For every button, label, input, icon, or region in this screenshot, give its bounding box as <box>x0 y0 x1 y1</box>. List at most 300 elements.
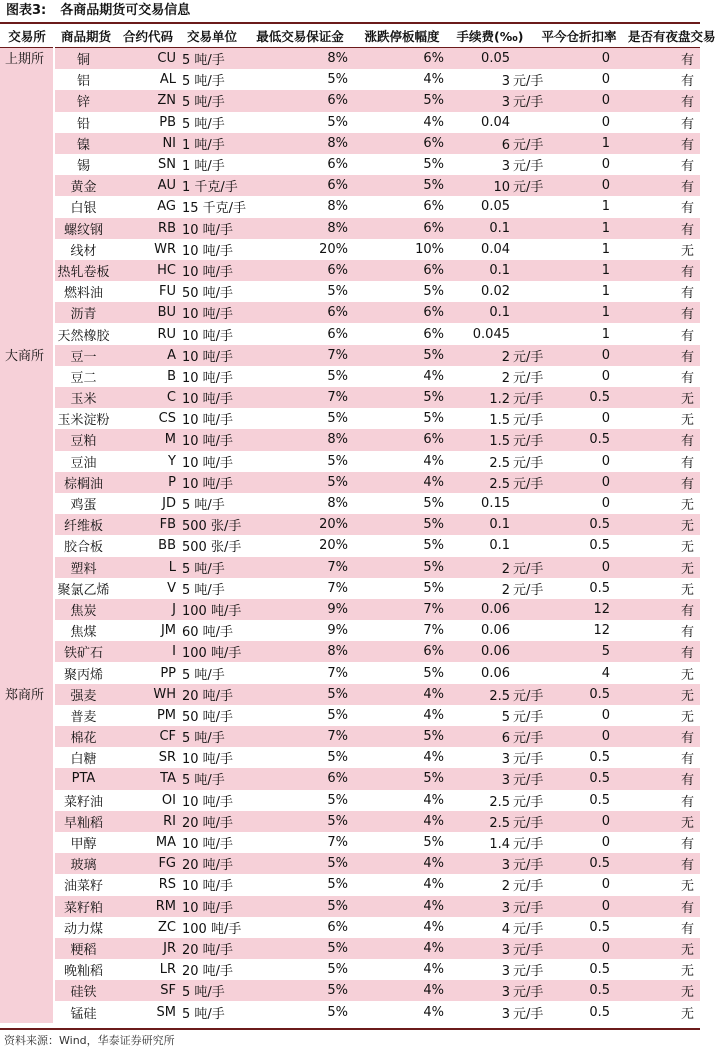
futures-table <box>0 25 716 1023</box>
fee-unit: 元/手 <box>513 434 544 450</box>
commodity-name-cell: 线材 <box>54 239 118 260</box>
min-margin-cell: 6% <box>246 302 354 323</box>
table-row <box>0 1001 700 1022</box>
close-today-discount-cell: 0 <box>530 832 628 853</box>
header-night-trading: 是否有夜盘交易 <box>628 25 700 48</box>
contract-code-cell: L <box>118 557 178 578</box>
fee-value: 2.5 <box>489 455 510 471</box>
close-today-discount-cell: 0 <box>530 175 628 196</box>
trading-unit-cell: 50 吨/手 <box>178 705 246 726</box>
night-trading-cell: 无 <box>628 811 700 832</box>
trading-unit-cell: 5 吨/手 <box>178 557 246 578</box>
exchange-cell: 上期所 <box>0 48 54 345</box>
fee-cell <box>450 48 530 70</box>
trading-unit-cell: 1 千克/手 <box>178 175 246 196</box>
close-today-discount-cell: 1 <box>530 323 628 344</box>
table-row <box>0 684 700 705</box>
close-today-discount-cell: 0.5 <box>530 980 628 1001</box>
night-trading-cell: 有 <box>628 768 700 789</box>
fee-cell <box>450 790 544 811</box>
table-row <box>0 175 700 196</box>
trading-unit-cell: 10 吨/手 <box>178 345 246 366</box>
close-today-discount-cell: 0 <box>530 154 628 175</box>
min-margin-cell: 8% <box>246 493 354 514</box>
min-margin-cell: 6% <box>246 260 354 281</box>
fee-cell <box>450 917 544 938</box>
fee-value: 0.1 <box>489 220 510 236</box>
close-today-discount-cell: 0 <box>530 493 628 514</box>
close-today-discount-cell: 1 <box>530 133 628 154</box>
trading-unit-cell: 1 吨/手 <box>178 154 246 175</box>
commodity-name-cell: 锡 <box>54 154 118 175</box>
trading-unit-cell: 5 吨/手 <box>178 90 246 111</box>
fee-value: 6 <box>501 731 510 747</box>
min-margin-cell: 8% <box>246 641 354 662</box>
trading-unit-cell: 10 吨/手 <box>178 472 246 493</box>
fee-value: 0.05 <box>481 51 510 67</box>
commodity-name-cell: 豆一 <box>54 345 118 366</box>
fee-unit: 元/手 <box>513 985 544 1001</box>
min-margin-cell: 8% <box>246 48 354 70</box>
fee-value: 3 <box>501 752 510 768</box>
price-limit-cell: 4% <box>354 472 450 493</box>
contract-code-cell: FU <box>118 281 178 302</box>
night-trading-cell: 无 <box>628 959 700 980</box>
close-today-discount-cell: 0 <box>530 451 628 472</box>
close-today-discount-cell: 1 <box>530 196 628 217</box>
fee-value: 0.04 <box>481 241 510 257</box>
contract-code-cell: P <box>118 472 178 493</box>
close-today-discount-cell: 0.5 <box>530 684 628 705</box>
fee-value: 3 <box>501 773 510 789</box>
fee-unit <box>510 538 513 553</box>
min-margin-cell: 5% <box>246 281 354 302</box>
min-margin-cell: 5% <box>246 408 354 429</box>
price-limit-cell: 6% <box>354 218 450 239</box>
trading-unit-cell: 20 吨/手 <box>178 853 246 874</box>
trading-unit-cell: 100 吨/手 <box>178 917 246 938</box>
price-limit-cell: 4% <box>354 705 450 726</box>
contract-code-cell: B <box>118 366 178 387</box>
price-limit-cell: 5% <box>354 281 450 302</box>
price-limit-cell: 6% <box>354 302 450 323</box>
contract-code-cell: CU <box>118 48 178 70</box>
commodity-name-cell: 鸡蛋 <box>54 493 118 514</box>
trading-unit-cell: 5 吨/手 <box>178 768 246 789</box>
commodity-name-cell: 铝 <box>54 69 118 90</box>
price-limit-cell: 4% <box>354 811 450 832</box>
table-row <box>0 917 700 938</box>
fee-cell <box>450 768 544 789</box>
figure-title: 各商品期货可交易信息 <box>60 3 191 18</box>
exchange-cell: 郑商所 <box>0 684 54 1023</box>
close-today-discount-cell: 0.5 <box>530 387 628 408</box>
fee-unit: 元/手 <box>513 900 544 916</box>
commodity-name-cell: 白银 <box>54 196 118 217</box>
fee-unit <box>510 305 513 320</box>
close-today-discount-cell: 0 <box>530 90 628 111</box>
price-limit-cell: 6% <box>354 196 450 217</box>
commodity-name-cell: 晚籼稻 <box>54 959 118 980</box>
fee-cell <box>450 811 544 832</box>
night-trading-cell: 有 <box>628 302 700 323</box>
close-today-discount-cell: 0 <box>530 726 628 747</box>
fee-value: 3 <box>501 74 510 90</box>
fee-cell <box>450 832 544 853</box>
contract-code-cell: RB <box>118 218 178 239</box>
fee-value: 0.1 <box>489 538 510 554</box>
table-row <box>0 112 700 133</box>
fee-unit: 元/手 <box>513 731 544 747</box>
fee-cell <box>450 260 530 281</box>
table-row <box>0 387 700 408</box>
price-limit-cell: 5% <box>354 662 450 683</box>
price-limit-cell: 5% <box>354 90 450 111</box>
trading-unit-cell: 5 吨/手 <box>178 1001 246 1022</box>
table-row <box>0 133 700 154</box>
fee-value: 0.06 <box>481 644 510 660</box>
commodity-name-cell: PTA <box>54 768 118 789</box>
contract-code-cell: SR <box>118 747 178 768</box>
fee-unit: 元/手 <box>513 709 544 725</box>
fee-cell <box>450 726 544 747</box>
header-exchange: 交易所 <box>0 25 54 48</box>
table-row <box>0 980 700 1001</box>
fee-value: 3 <box>501 964 510 980</box>
price-limit-cell: 4% <box>354 112 450 133</box>
table-row <box>0 345 700 366</box>
min-margin-cell: 7% <box>246 387 354 408</box>
commodity-name-cell: 玻璃 <box>54 853 118 874</box>
fee-cell <box>450 684 544 705</box>
table-row <box>0 874 700 895</box>
contract-code-cell: RM <box>118 896 178 917</box>
night-trading-cell: 有 <box>628 917 700 938</box>
close-today-discount-cell: 1 <box>530 281 628 302</box>
price-limit-cell: 5% <box>354 493 450 514</box>
night-trading-cell: 有 <box>628 196 700 217</box>
commodity-name-cell: 焦煤 <box>54 620 118 641</box>
table-row <box>0 514 700 535</box>
min-margin-cell: 6% <box>246 917 354 938</box>
commodity-name-cell: 焦炭 <box>54 599 118 620</box>
commodity-name-cell: 纤维板 <box>54 514 118 535</box>
table-row <box>0 535 700 556</box>
commodity-name-cell: 玉米淀粉 <box>54 408 118 429</box>
fee-cell <box>450 451 544 472</box>
contract-code-cell: HC <box>118 260 178 281</box>
close-today-discount-cell: 1 <box>530 260 628 281</box>
trading-unit-cell: 20 吨/手 <box>178 959 246 980</box>
fee-cell <box>450 662 530 683</box>
trading-unit-cell: 100 吨/手 <box>178 599 246 620</box>
commodity-name-cell: 甲醇 <box>54 832 118 853</box>
commodity-name-cell: 白糖 <box>54 747 118 768</box>
fee-cell <box>450 90 544 111</box>
trading-unit-cell: 10 吨/手 <box>178 451 246 472</box>
contract-code-cell: JM <box>118 620 178 641</box>
min-margin-cell: 5% <box>246 938 354 959</box>
close-today-discount-cell: 0 <box>530 896 628 917</box>
fee-unit <box>510 242 513 257</box>
close-today-discount-cell: 0.5 <box>530 790 628 811</box>
table-row <box>0 196 700 217</box>
min-margin-cell: 5% <box>246 451 354 472</box>
header-close-today-discount: 平今仓折扣率 <box>530 25 628 48</box>
fee-unit <box>510 623 513 638</box>
night-trading-cell: 有 <box>628 345 700 366</box>
price-limit-cell: 4% <box>354 684 450 705</box>
price-limit-cell: 4% <box>354 1001 450 1022</box>
fee-cell <box>450 514 530 535</box>
commodity-name-cell: 沥青 <box>54 302 118 323</box>
night-trading-cell: 无 <box>628 387 700 408</box>
price-limit-cell: 4% <box>354 874 450 895</box>
contract-code-cell: CS <box>118 408 178 429</box>
trading-unit-cell: 5 吨/手 <box>178 662 246 683</box>
fee-unit <box>510 602 513 617</box>
price-limit-cell: 5% <box>354 514 450 535</box>
fee-cell <box>450 133 544 154</box>
night-trading-cell: 无 <box>628 535 700 556</box>
fee-value: 0.05 <box>481 199 510 215</box>
min-margin-cell: 5% <box>246 896 354 917</box>
close-today-discount-cell: 1 <box>530 239 628 260</box>
fee-unit: 元/手 <box>513 180 544 196</box>
commodity-name-cell: 豆二 <box>54 366 118 387</box>
min-margin-cell: 5% <box>246 811 354 832</box>
fee-value: 2.5 <box>489 815 510 831</box>
table-row <box>0 302 700 323</box>
contract-code-cell: AL <box>118 69 178 90</box>
contract-code-cell: I <box>118 641 178 662</box>
trading-unit-cell: 20 吨/手 <box>178 811 246 832</box>
fee-value: 6 <box>501 137 510 153</box>
close-today-discount-cell: 0 <box>530 874 628 895</box>
fee-unit: 元/手 <box>513 773 544 789</box>
contract-code-cell: Y <box>118 451 178 472</box>
fee-unit: 元/手 <box>513 349 544 365</box>
fee-cell <box>450 218 530 239</box>
fee-cell <box>450 323 530 344</box>
min-margin-cell: 6% <box>246 175 354 196</box>
commodity-name-cell: 普麦 <box>54 705 118 726</box>
close-today-discount-cell: 0.5 <box>530 747 628 768</box>
fee-cell <box>450 175 544 196</box>
commodity-name-cell: 菜籽油 <box>54 790 118 811</box>
table-row <box>0 768 700 789</box>
table-row <box>0 620 700 641</box>
price-limit-cell: 4% <box>354 980 450 1001</box>
min-margin-cell: 20% <box>246 239 354 260</box>
trading-unit-cell: 10 吨/手 <box>178 896 246 917</box>
fee-value: 0.06 <box>481 665 510 681</box>
trading-unit-cell: 5 吨/手 <box>178 493 246 514</box>
table-row <box>0 811 700 832</box>
close-today-discount-cell: 0 <box>530 557 628 578</box>
header-fee: 手续费(‰) <box>450 25 530 48</box>
fee-value: 0.06 <box>481 623 510 639</box>
night-trading-cell: 无 <box>628 980 700 1001</box>
trading-unit-cell: 10 吨/手 <box>178 218 246 239</box>
close-today-discount-cell: 1 <box>530 218 628 239</box>
fee-unit: 元/手 <box>513 476 544 492</box>
price-limit-cell: 7% <box>354 620 450 641</box>
night-trading-cell: 无 <box>628 662 700 683</box>
table-row <box>0 408 700 429</box>
fee-unit: 元/手 <box>513 794 544 810</box>
fee-unit <box>510 284 513 299</box>
commodity-name-cell: 聚氯乙烯 <box>54 578 118 599</box>
min-margin-cell: 6% <box>246 154 354 175</box>
close-today-discount-cell: 0.5 <box>530 768 628 789</box>
night-trading-cell: 有 <box>628 896 700 917</box>
night-trading-cell: 有 <box>628 218 700 239</box>
exchange-cell: 大商所 <box>0 345 54 684</box>
commodity-name-cell: 锰硅 <box>54 1001 118 1022</box>
fee-value: 0.1 <box>489 262 510 278</box>
fee-value: 1.2 <box>489 392 510 408</box>
close-today-discount-cell: 0.5 <box>530 1001 628 1022</box>
table-row <box>0 790 700 811</box>
contract-code-cell: RU <box>118 323 178 344</box>
contract-code-cell: PB <box>118 112 178 133</box>
trading-unit-cell: 10 吨/手 <box>178 366 246 387</box>
trading-unit-cell: 10 吨/手 <box>178 239 246 260</box>
fee-unit <box>510 327 513 342</box>
fee-value: 2.5 <box>489 794 510 810</box>
trading-unit-cell: 10 吨/手 <box>178 790 246 811</box>
min-margin-cell: 7% <box>246 662 354 683</box>
close-today-discount-cell: 4 <box>530 662 628 683</box>
trading-unit-cell: 500 张/手 <box>178 514 246 535</box>
commodity-name-cell: 粳稻 <box>54 938 118 959</box>
table-row <box>0 323 700 344</box>
min-margin-cell: 8% <box>246 133 354 154</box>
trading-unit-cell: 10 吨/手 <box>178 874 246 895</box>
min-margin-cell: 5% <box>246 705 354 726</box>
fee-cell <box>450 345 544 366</box>
price-limit-cell: 6% <box>354 48 450 70</box>
contract-code-cell: SF <box>118 980 178 1001</box>
contract-code-cell: PM <box>118 705 178 726</box>
fee-cell <box>450 874 544 895</box>
table-row <box>0 747 700 768</box>
trading-unit-cell: 5 吨/手 <box>178 112 246 133</box>
fee-cell <box>450 599 530 620</box>
price-limit-cell: 6% <box>354 323 450 344</box>
header-trading-unit: 交易单位 <box>178 25 246 48</box>
trading-unit-cell: 10 吨/手 <box>178 832 246 853</box>
night-trading-cell: 有 <box>628 832 700 853</box>
source-note: 资料来源：Wind，华泰证券研究所 <box>0 1028 700 1052</box>
table-row <box>0 69 700 90</box>
table-row <box>0 938 700 959</box>
night-trading-cell: 有 <box>628 90 700 111</box>
night-trading-cell: 有 <box>628 69 700 90</box>
trading-unit-cell: 1 吨/手 <box>178 133 246 154</box>
fee-unit: 元/手 <box>513 582 544 598</box>
contract-code-cell: M <box>118 429 178 450</box>
price-limit-cell: 5% <box>354 832 450 853</box>
commodity-name-cell: 天然橡胶 <box>54 323 118 344</box>
min-margin-cell: 5% <box>246 366 354 387</box>
min-margin-cell: 5% <box>246 790 354 811</box>
contract-code-cell: A <box>118 345 178 366</box>
contract-code-cell: CF <box>118 726 178 747</box>
fee-value: 3 <box>501 985 510 1001</box>
fee-cell <box>450 112 530 133</box>
commodity-name-cell: 塑料 <box>54 557 118 578</box>
commodity-name-cell: 豆粕 <box>54 429 118 450</box>
fee-cell <box>450 69 544 90</box>
price-limit-cell: 7% <box>354 599 450 620</box>
min-margin-cell: 5% <box>246 112 354 133</box>
price-limit-cell: 5% <box>354 726 450 747</box>
trading-unit-cell: 500 张/手 <box>178 535 246 556</box>
figure-caption <box>0 0 700 24</box>
fee-cell <box>450 578 544 599</box>
fee-value: 0.1 <box>489 305 510 321</box>
price-limit-cell: 5% <box>354 557 450 578</box>
night-trading-cell: 有 <box>628 112 700 133</box>
table-row <box>0 90 700 111</box>
close-today-discount-cell: 0 <box>530 938 628 959</box>
min-margin-cell: 8% <box>246 218 354 239</box>
night-trading-cell: 无 <box>628 557 700 578</box>
night-trading-cell: 有 <box>628 281 700 302</box>
fee-unit: 元/手 <box>513 159 544 175</box>
contract-code-cell: WH <box>118 684 178 705</box>
fee-value: 0.045 <box>472 326 510 342</box>
min-margin-cell: 7% <box>246 557 354 578</box>
table-row <box>0 493 700 514</box>
fee-unit <box>510 221 513 236</box>
contract-code-cell: MA <box>118 832 178 853</box>
header-min-margin: 最低交易保证金 <box>246 25 354 48</box>
table-row <box>0 896 700 917</box>
fee-value: 1.4 <box>489 837 510 853</box>
header-commodity: 商品期货 <box>54 25 118 48</box>
commodity-name-cell: 镍 <box>54 133 118 154</box>
night-trading-cell: 有 <box>628 472 700 493</box>
trading-unit-cell: 15 千克/手 <box>178 196 246 217</box>
fee-cell <box>450 620 530 641</box>
fee-value: 3 <box>501 159 510 175</box>
commodity-name-cell: 铜 <box>54 48 118 70</box>
min-margin-cell: 5% <box>246 1001 354 1022</box>
min-margin-cell: 6% <box>246 768 354 789</box>
price-limit-cell: 5% <box>354 408 450 429</box>
contract-code-cell: ZC <box>118 917 178 938</box>
night-trading-cell: 无 <box>628 1001 700 1022</box>
night-trading-cell: 有 <box>628 620 700 641</box>
fee-unit <box>510 644 513 659</box>
table-row <box>0 705 700 726</box>
trading-unit-cell: 5 吨/手 <box>178 726 246 747</box>
close-today-discount-cell: 0 <box>530 408 628 429</box>
fee-cell <box>450 472 544 493</box>
min-margin-cell: 5% <box>246 874 354 895</box>
fee-unit: 元/手 <box>513 752 544 768</box>
price-limit-cell: 5% <box>354 154 450 175</box>
min-margin-cell: 9% <box>246 599 354 620</box>
fee-value: 2 <box>501 582 510 598</box>
fee-cell <box>450 896 544 917</box>
contract-code-cell: NI <box>118 133 178 154</box>
contract-code-cell: OI <box>118 790 178 811</box>
table-row <box>0 832 700 853</box>
